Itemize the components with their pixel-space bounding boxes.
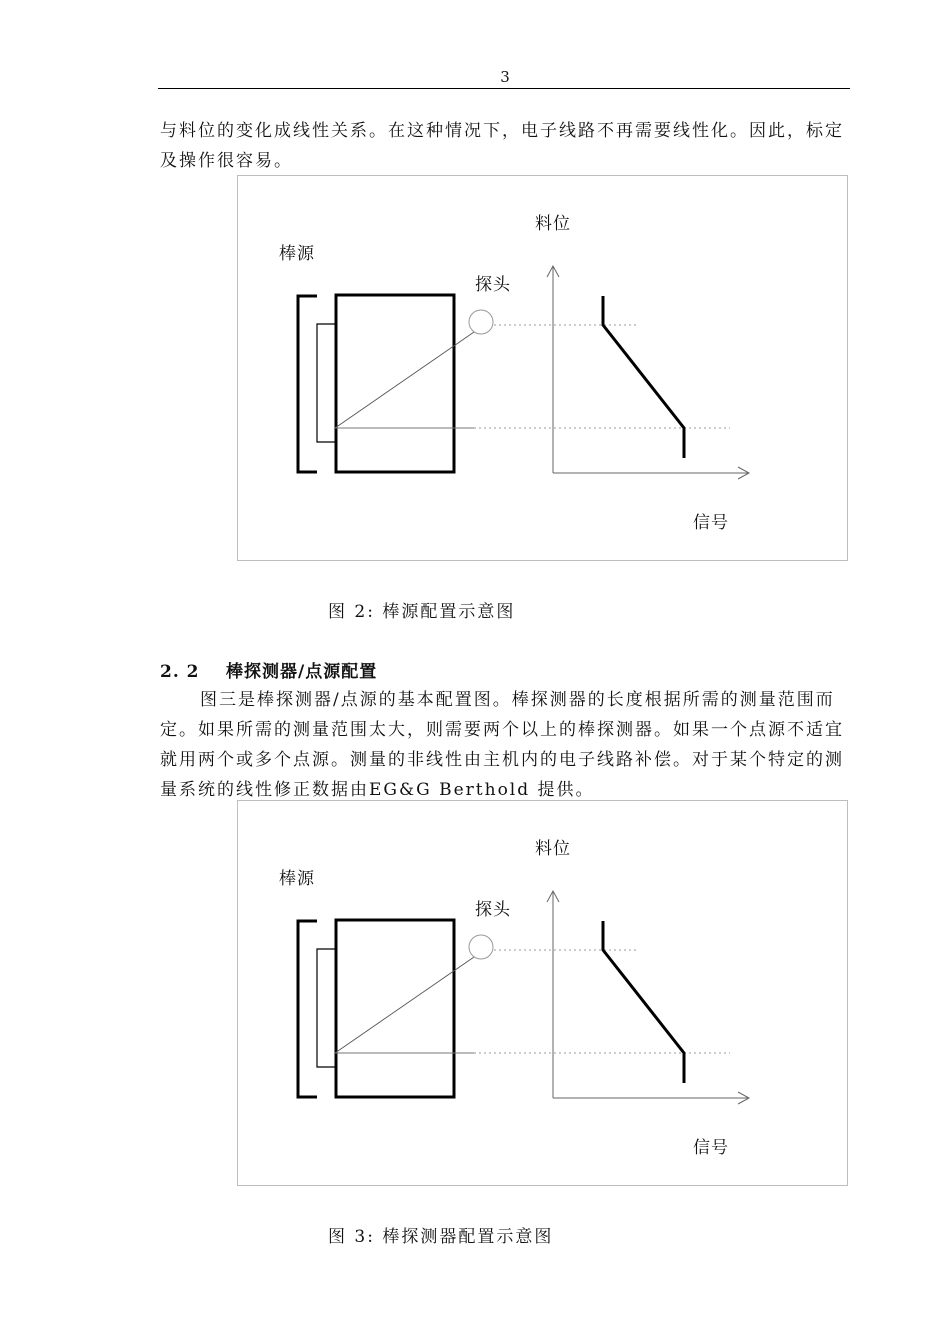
label-rod-source: 棒源 bbox=[279, 244, 315, 264]
calibration-curve bbox=[603, 921, 684, 1083]
label-signal: 信号 bbox=[693, 1138, 729, 1158]
rod-source-bracket bbox=[298, 921, 317, 1097]
paragraph-2-line-1 bbox=[160, 685, 850, 715]
label-probe: 探头 bbox=[475, 900, 511, 920]
label-level: 料位 bbox=[535, 839, 571, 859]
paragraph-2 bbox=[160, 685, 850, 805]
calibration-curve bbox=[603, 296, 684, 458]
paragraph-1-line-1: 与料位的变化成线性关系。在这种情况下，电子线路不再需要线性化。因此，标定 bbox=[160, 121, 844, 141]
label-rod-source: 棒源 bbox=[279, 869, 315, 889]
header-rule bbox=[158, 88, 850, 89]
rod-source-inner bbox=[317, 949, 335, 1067]
probe-circle bbox=[469, 310, 493, 334]
paragraph-2-line-3: 就用两个或多个点源。测量的非线性由主机内的电子线路补偿。对于某个特定的测 bbox=[160, 750, 844, 770]
section-title: 棒探测器/点源配置 bbox=[226, 662, 378, 682]
paragraph-1-line-2: 及操作很容易。 bbox=[160, 151, 293, 171]
label-signal: 信号 bbox=[693, 513, 729, 533]
page-number: 3 bbox=[500, 68, 510, 86]
section-heading bbox=[160, 657, 377, 682]
probe-circle bbox=[469, 935, 493, 959]
rod-source-inner bbox=[317, 324, 335, 442]
paragraph-2-line-1-text: 图三是棒探测器/点源的基本配置图。棒探测器的长度根据所需的测量范围而 bbox=[200, 690, 835, 710]
vessel bbox=[336, 295, 454, 472]
figure-3 bbox=[237, 800, 848, 1186]
figure-2-caption: 图 2: 棒源配置示意图 bbox=[328, 602, 516, 622]
label-level: 料位 bbox=[535, 214, 571, 234]
rod-source-bracket bbox=[298, 296, 317, 472]
paragraph-1 bbox=[160, 116, 850, 176]
figure-2 bbox=[237, 175, 848, 561]
figure-3-caption: 图 3: 棒探测器配置示意图 bbox=[328, 1227, 554, 1247]
vessel bbox=[336, 920, 454, 1097]
label-probe: 探头 bbox=[475, 275, 511, 295]
paragraph-2-line-4: 量系统的线性修正数据由EG&G Berthold 提供。 bbox=[160, 780, 595, 800]
section-number: 2. 2 bbox=[160, 662, 200, 682]
paragraph-2-line-2: 定。如果所需的测量范围太大，则需要两个以上的棒探测器。如果一个点源不适宜 bbox=[160, 720, 844, 740]
